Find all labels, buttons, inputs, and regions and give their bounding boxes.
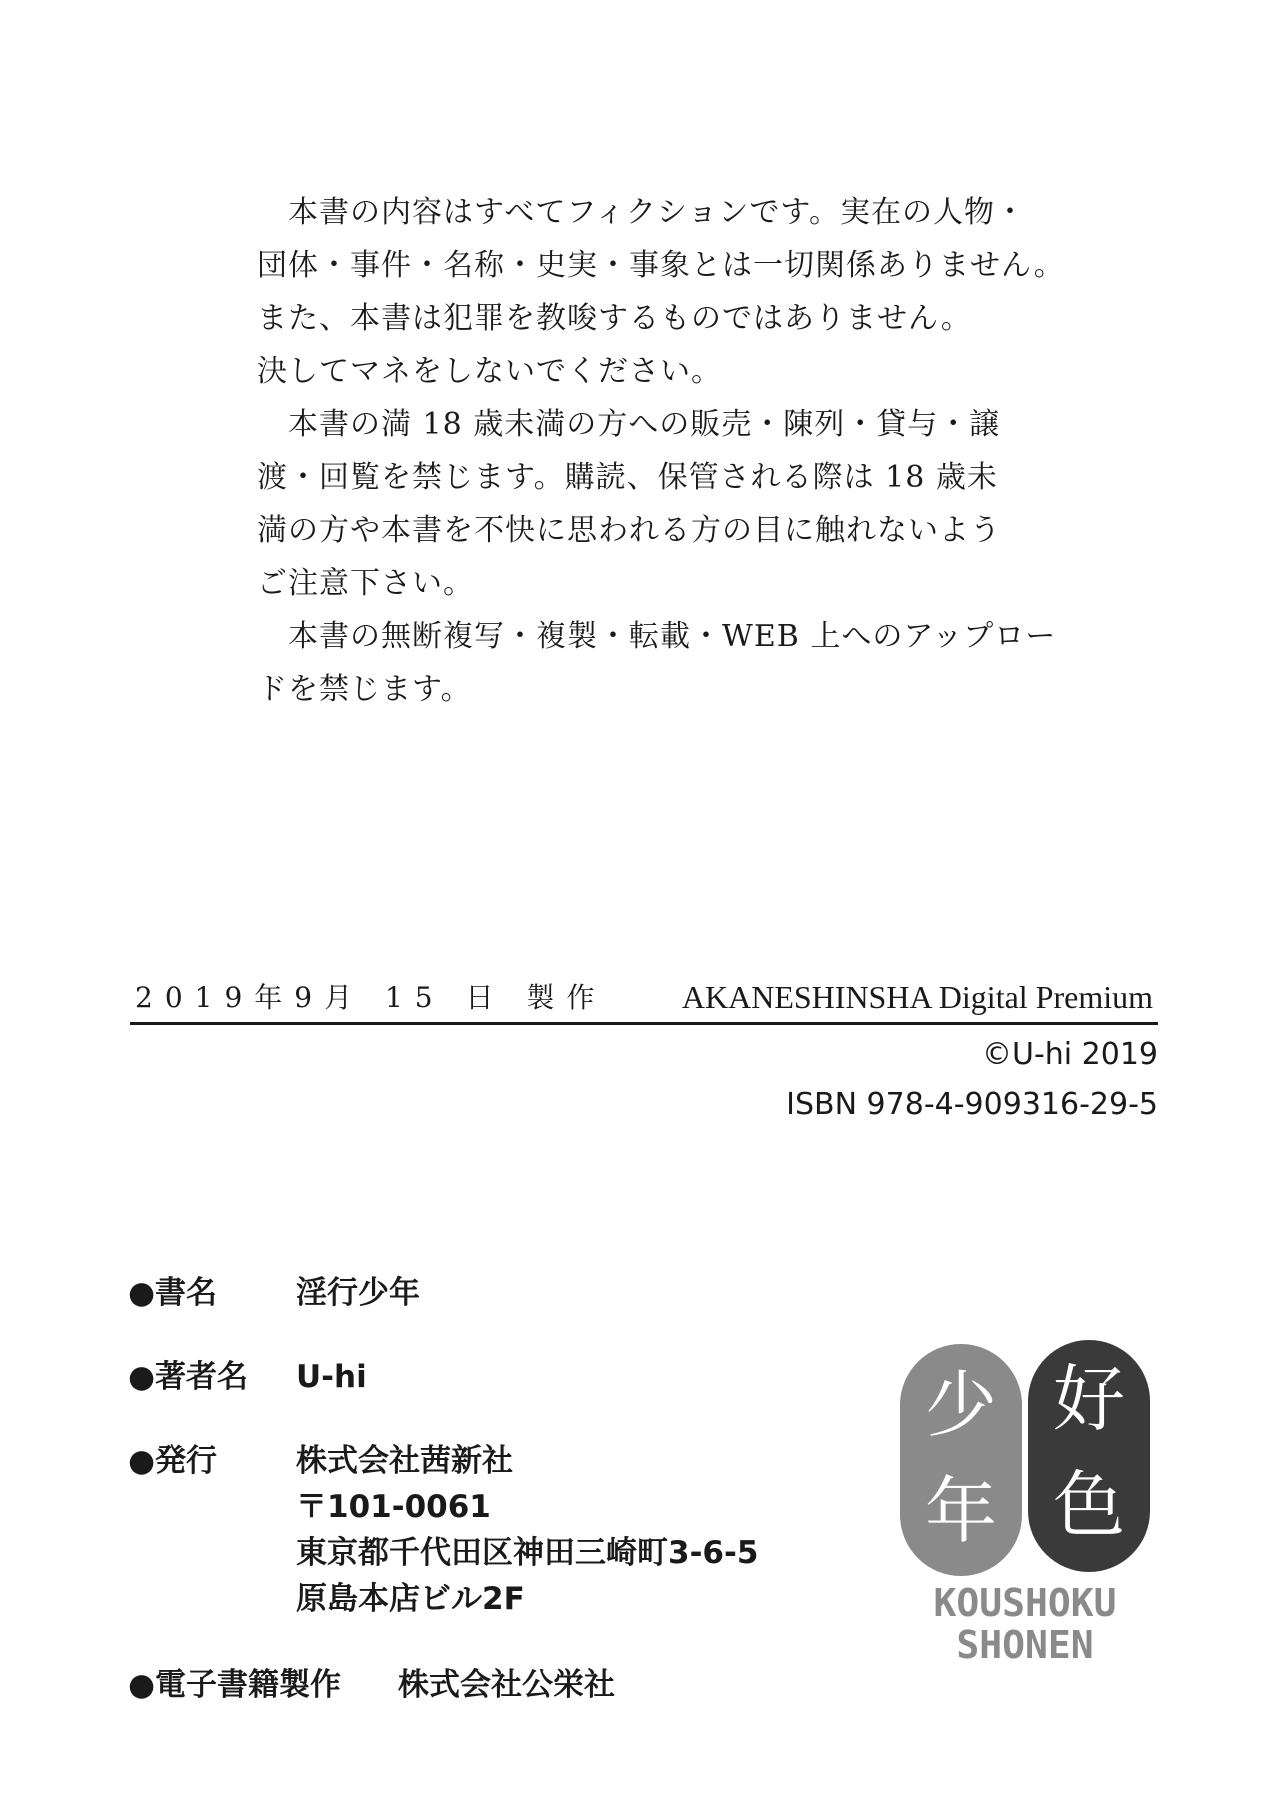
- production-date: 2019年9月 15 日 製作: [135, 981, 607, 1014]
- notice-line: 団体・事件・名称・史実・事象とは一切関係ありません。: [257, 248, 1065, 283]
- author-value: U-hi: [296, 1359, 367, 1395]
- colophon-header: [130, 972, 1158, 1025]
- imprint-name: AKANESHINSHA Digital Premium: [681, 979, 1153, 1015]
- logo-kanji-1: 好: [1052, 1357, 1126, 1441]
- notice-line: 満の方や本書を不快に思われる方の目に触れないよう: [257, 513, 1001, 548]
- notice-line: 決してマネをしないでください。: [257, 354, 722, 389]
- notice-line: ご注意下さい。: [257, 566, 474, 601]
- title-value: 淫行少年: [296, 1275, 420, 1311]
- notice-line: また、本書は犯罪を教唆するものではありません。: [257, 301, 972, 336]
- postal-code: 〒101-0061: [296, 1489, 491, 1525]
- logo-kanji-3: 年: [924, 1469, 998, 1553]
- logo-kanji-2: 少: [924, 1363, 998, 1447]
- notice-line: 本書の満 18 歳未満の方への販売・陳列・貸与・譲: [257, 407, 1001, 442]
- legal-notice: [257, 186, 1065, 716]
- publisher-name: 株式会社茜新社: [296, 1443, 513, 1479]
- isbn-line: ISBN 978-4-909316-29-5: [786, 1087, 1158, 1122]
- ebook-label: ●電子書籍製作: [128, 1667, 342, 1703]
- title-label: ●書名: [128, 1275, 218, 1311]
- address-line-1: 東京都千代田区神田三崎町3-6-5: [296, 1535, 759, 1571]
- copyright-line: ©U-hi 2019: [981, 1037, 1158, 1072]
- notice-line: 本書の内容はすべてフィクションです。実在の人物・: [257, 195, 1026, 230]
- ebook-value: 株式会社公栄社: [398, 1667, 615, 1703]
- koushoku-shonen-logo: [900, 1340, 1150, 1670]
- notice-line: 渡・回覧を禁じます。購読、保管される際は 18 歳未: [257, 460, 998, 495]
- notice-line: ドを禁じます。: [257, 672, 472, 707]
- publisher-label: ●発行: [128, 1443, 218, 1479]
- logo-roman-line-2: SHONEN: [956, 1623, 1094, 1667]
- rights-block: [786, 1030, 1158, 1130]
- address-line-2: 原島本店ビル2F: [296, 1581, 525, 1617]
- logo-kanji-4: 色: [1052, 1463, 1126, 1547]
- author-label: ●著者名: [128, 1359, 249, 1395]
- notice-line: 本書の無断複写・複製・転載・WEB 上へのアップロー: [257, 619, 1057, 654]
- logo-roman-line-1: KOUSHOKU: [933, 1581, 1117, 1625]
